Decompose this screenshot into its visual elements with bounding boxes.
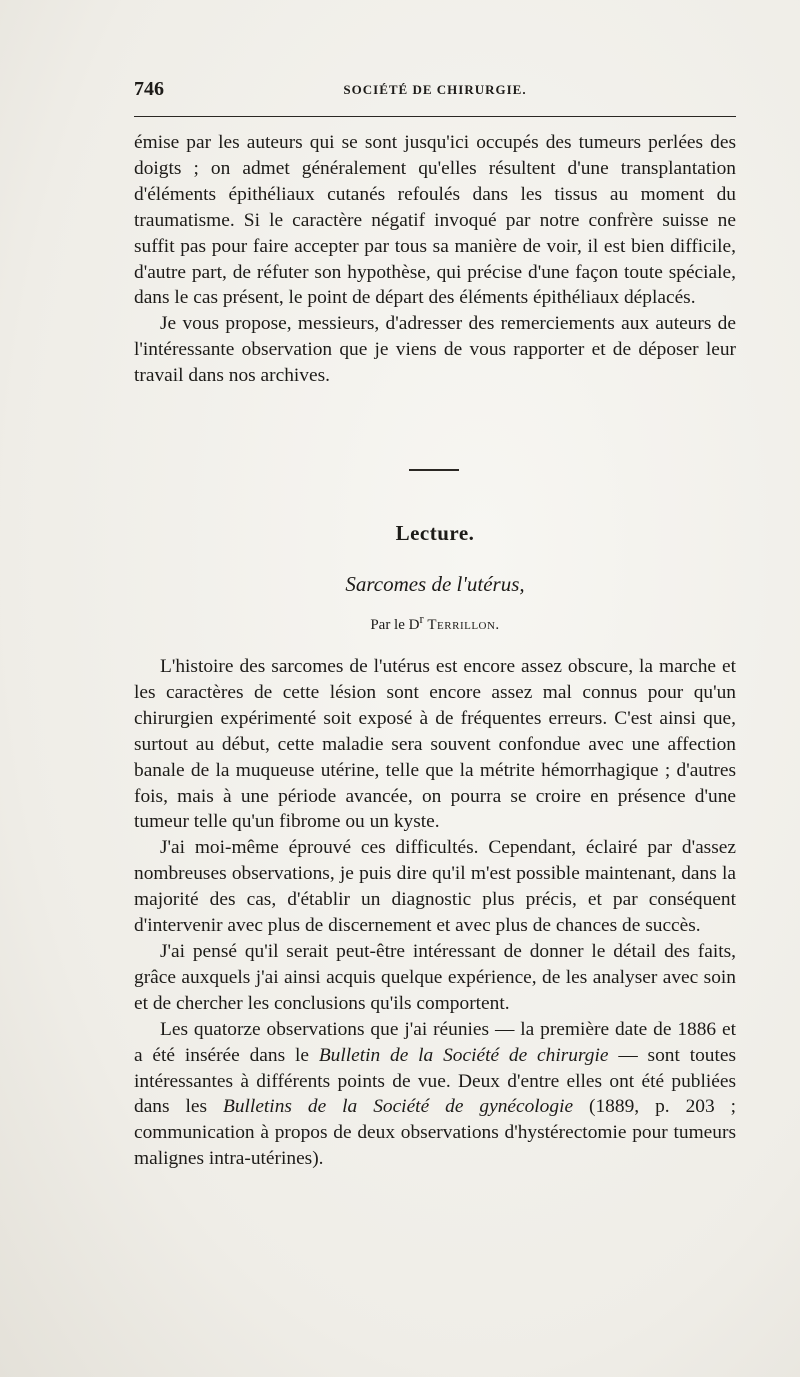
byline [134,612,736,634]
byline-sup: r [419,612,424,626]
text-run: — sont toutes intéressantes à différents points de vue. Deux d'entre elles ont été publiées dans les [134,1044,737,1118]
page-header [134,78,736,102]
running-title: SOCIÉTÉ DE CHIRURGIE. [343,82,527,97]
text-run: Les quatorze observations que j'ai réunies — la première date de 1886 et a été insérée dans le [134,1018,736,1066]
byline-author: Terrillon. [427,617,500,633]
section-separator [409,469,459,471]
paragraph: J'ai moi-même éprouvé ces difficultés. Cependant, éclairé par d'assez nombreuses observations, je puis dire qu'il m'est possible maintenant, dans la majorité des cas, d'établir un diagnostic plus précis, et par conséquent d'intervenir avec plus de discernement et avec plus de chances de succès. [134,837,736,937]
text-run: (1889, p. 203 ; communication à propos de deux observations d'hystérectomie pour tumeurs malignes intra-utérines). [134,1096,737,1170]
article-text [134,654,736,1172]
paragraph [134,1017,736,1172]
section-heading: Lecture. [395,521,475,545]
journal-title: Bulletin de la Société de chirurgie [318,1044,609,1066]
journal-title: Bulletins de la Société de gynécologie [223,1096,574,1118]
byline-prefix: Par le D [370,617,420,633]
paragraph: Je vous propose, messieurs, d'adresser des remerciements aux auteurs de l'intéressante observation que je viens de vous rapporter et de déposer leur travail dans nos archives. [134,313,736,387]
article-title: Sarcomes de l'utérus, [345,572,525,596]
continuation-text [134,130,736,389]
paragraph: L'histoire des sarcomes de l'utérus est encore assez obscure, la marche et les caractères de cette lésion sont encore assez mal connus pour qu'un chirurgien expérimenté soit exposé à de fréquentes erreurs. C'est ainsi que, surtout au début, cette maladie sera souvent confondue avec une affection banale de la muqueuse utérine, telle que la métrite hémorrhagique ; d'autres fois, mais à une période avancée, on pourra se croire en présence d'une tumeur telle qu'un fibrome ou un kyste. [134,656,736,833]
header-rule [134,116,736,117]
paragraph: émise par les auteurs qui se sont jusqu'ici occupés des tumeurs perlées des doigts ; on admet généralement qu'elles résultent d'une transplantation d'éléments épithéliaux cutanés refoulés dans les tissus au moment du traumatisme. Si le caractère négatif invoqué par notre confrère suisse ne suffit pas pour faire accepter par tous sa manière de voir, il est bien difficile, d'autre part, de réfuter son hypothèse, qui précise d'une façon toute spéciale, dans le cas présent, le point de départ des éléments épithéliaux déplacés. [134,132,736,309]
paragraph: J'ai pensé qu'il serait peut-être intéressant de donner le détail des faits, grâce auxquels j'ai ainsi acquis quelque expérience, de les analyser avec soin et de chercher les conclusions qu'ils comportent. [134,940,736,1014]
page-number: 746 [134,78,164,100]
